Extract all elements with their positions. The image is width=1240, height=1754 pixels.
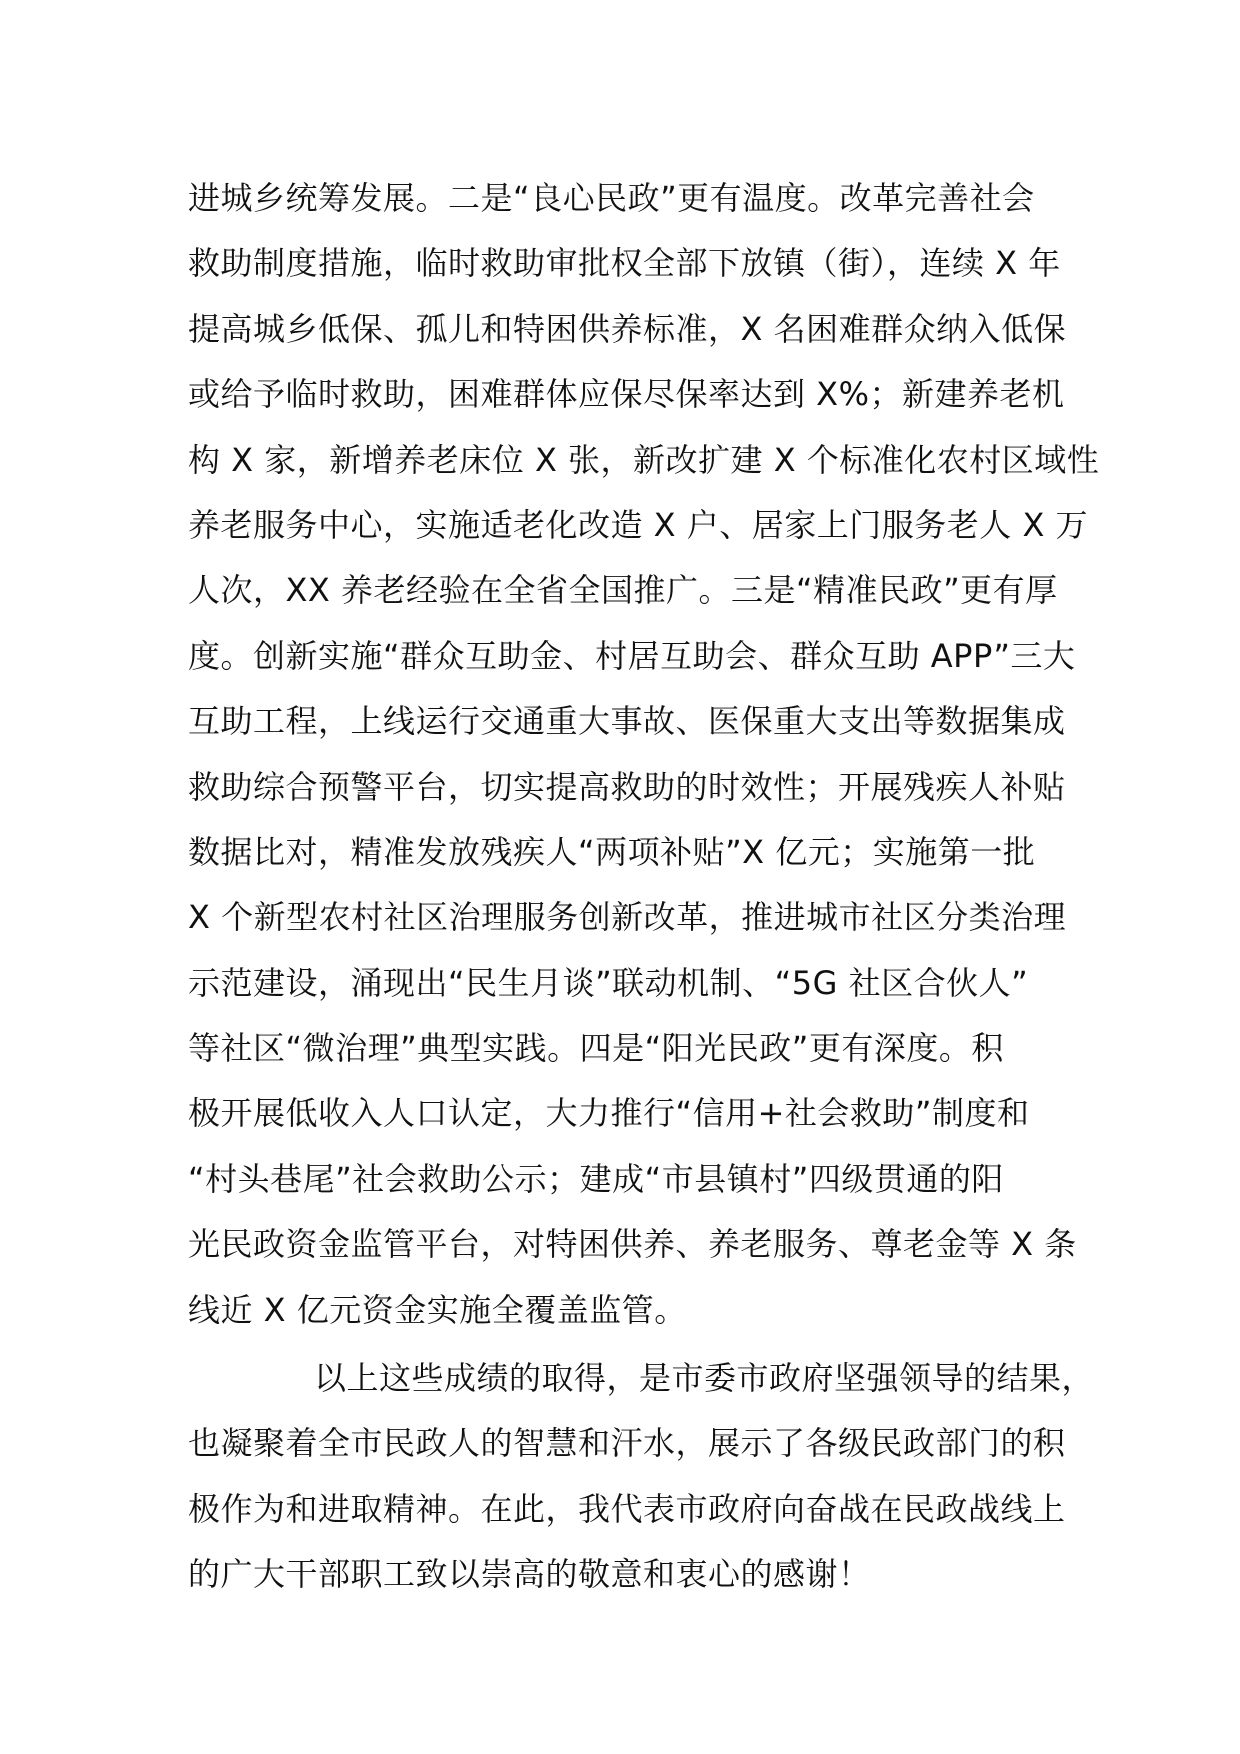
text-line: 提高城乡低保、孤儿和特困供养标准，X 名困难群众纳入低保	[188, 309, 1067, 348]
text-line: 养老服务中心，实施适老化改造 X 户、居家上门服务老人 X 万	[188, 505, 1089, 544]
text-line: 构 X 家，新增养老床位 X 张，新改扩建 X 个标准化农村区域性	[188, 440, 1100, 479]
text-line: 或给予临时救助，困难群体应保尽保率达到 X%；新建养老机	[188, 375, 1065, 414]
text-line: 数据比对，精准发放残疾人“两项补贴”X 亿元；实施第一批	[188, 832, 1036, 871]
text-line: 度。创新实施“群众互助金、村居互助会、群众互助 APP”三大	[188, 636, 1076, 675]
text-line: 的广大干部职工致以崇高的敬意和衷心的感谢！	[188, 1555, 871, 1594]
text-line: X 个新型农村社区治理服务创新改革，推进城市社区分类治理	[188, 898, 1067, 937]
text-line: 极开展低收入人口认定，大力推行“信用+社会救助”制度和	[188, 1094, 1030, 1133]
text-line: 线近 X 亿元资金实施全覆盖监管。	[188, 1290, 687, 1329]
text-line: 救助综合预警平台，切实提高救助的时效性；开展残疾人补贴	[188, 767, 1066, 806]
text-line: 互助工程，上线运行交通重大事故、医保重大支出等数据集成	[188, 702, 1066, 741]
text-line: 人次，XX 养老经验在全省全国推广。三是“精准民政”更有厚	[188, 571, 1058, 610]
body-paragraph-1	[188, 166, 1100, 1343]
text-line: 也凝聚着全市民政人的智慧和汗水，展示了各级民政部门的积	[188, 1424, 1066, 1463]
text-line: 示范建设，涌现出“民生月谈”联动机制、“5G 社区合伙人”	[188, 963, 1029, 1002]
text-line: “村头巷尾”社会救助公示；建成“市县镇村”四级贯通的阳	[188, 1159, 1004, 1198]
text-line: 等社区“微治理”典型实践。四是“阳光民政”更有深度。积	[188, 1029, 1004, 1068]
text-line: 以上这些成绩的取得，是市委市政府坚强领导的结果，	[314, 1359, 1095, 1397]
text-line: 救助制度措施，临时救助审批权全部下放镇（街），连续 X 年	[188, 244, 1061, 283]
body-paragraph-2	[188, 1346, 1095, 1608]
text-line: 进城乡统筹发展。二是“良心民政”更有温度。改革完善社会	[188, 179, 1035, 217]
text-line: 极作为和进取精神。在此，我代表市政府向奋战在民政战线上	[188, 1489, 1066, 1528]
text-line: 光民政资金监管平台，对特困供养、养老服务、尊老金等 X 条	[188, 1225, 1077, 1264]
